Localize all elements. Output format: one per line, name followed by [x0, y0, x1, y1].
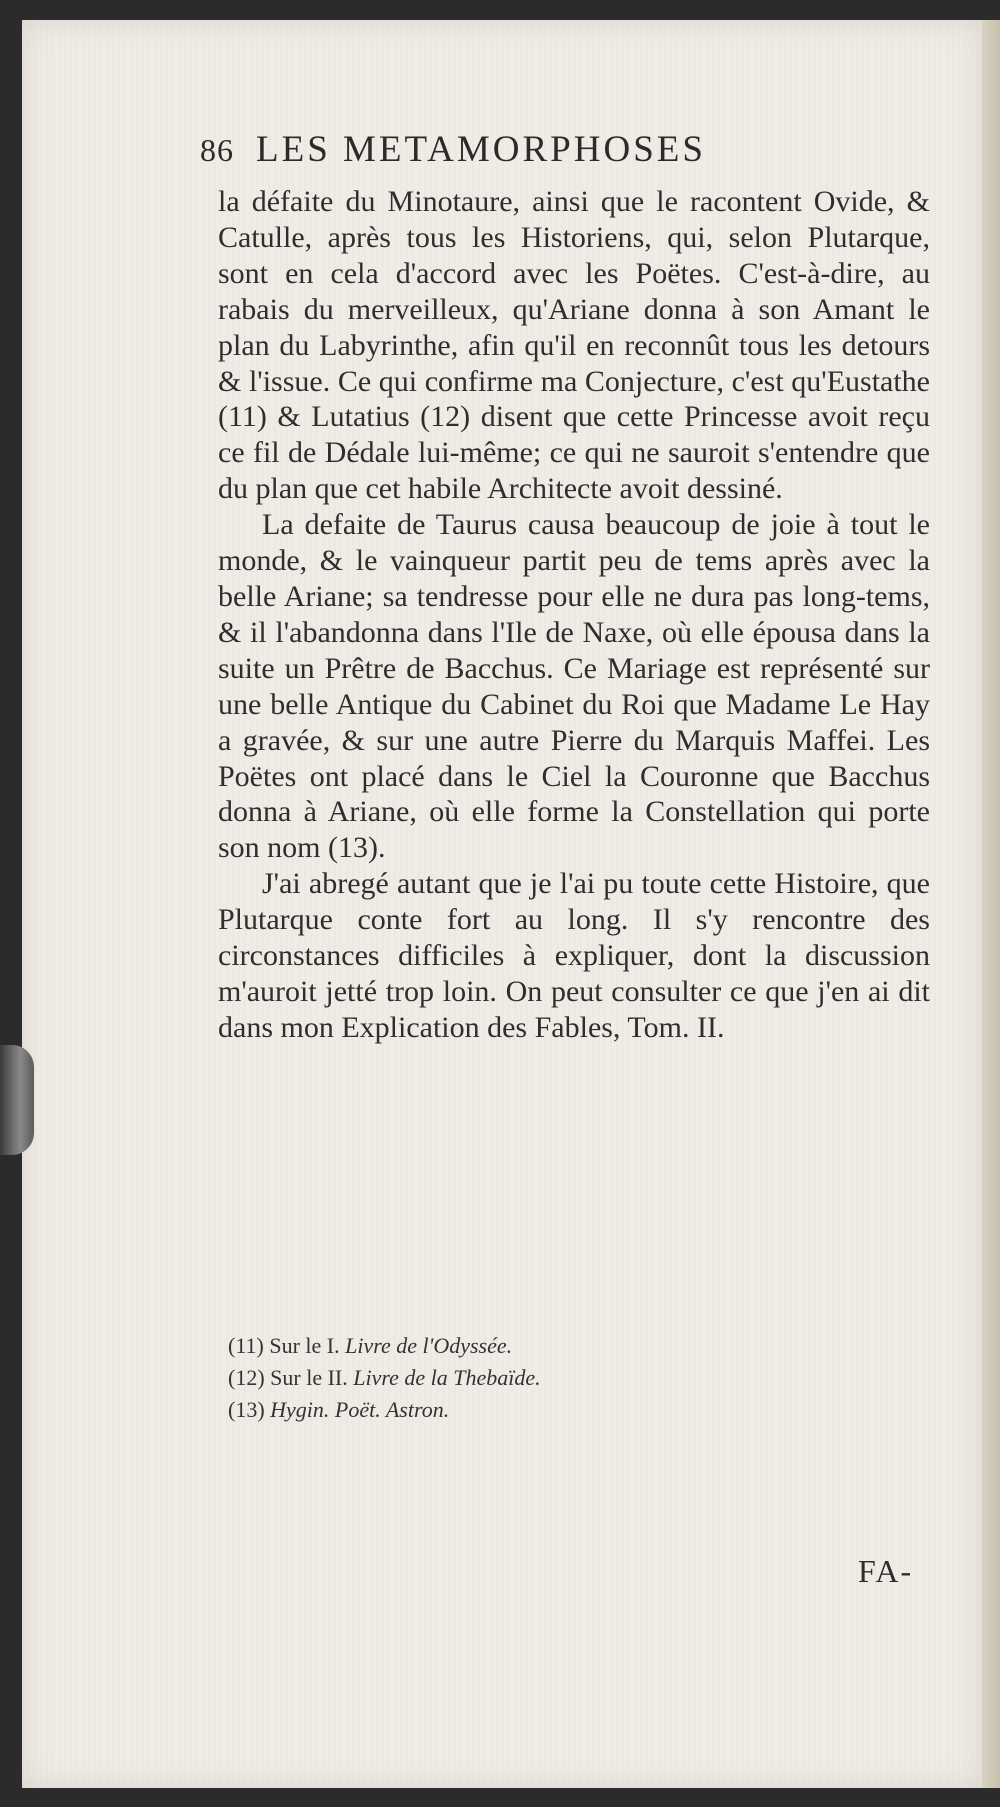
- footnote-text: Sur le II.: [270, 1365, 348, 1390]
- paragraph-3: J'ai abregé autant que je l'ai pu toute cette Histoire, que Plutarque conte fort au long. Il s'y rencontre des circonstances difficiles à expliquer, dont la discussion m'auroit jetté trop loin. On peut consulter ce que j'en ai dit dans mon Explication des Fables, Tom. II.: [218, 867, 930, 1044]
- footnotes: [228, 1330, 848, 1426]
- page-edge: [982, 20, 1000, 1788]
- body-text: [218, 184, 930, 1046]
- footnote-11: [228, 1330, 848, 1362]
- paragraph-1: la défaite du Minotaure, ainsi que le racontent Ovide, & Catulle, après tous les Historiens, qui, selon Plutarque, sont en cela d'accord avec les Poëtes. C'est-à-dire, au rabais du merveilleux, qu'Ariane donna à son Amant le plan du Labyrinthe, afin qu'il en reconnût tous les detours & l'issue. Ce qui confirme ma Conjecture, c'est qu'Eustathe (11) & Lutatius (12) disent que cette Princesse avoit reçu ce fil de Dédale lui-même; ce qui ne sauroit s'entendre que du plan que cet habile Architecte avoit dessiné.: [218, 185, 930, 506]
- binding-clip: [0, 1045, 34, 1155]
- running-title: LES METAMORPHOSES: [256, 129, 706, 170]
- footnote-title: Livre de la Thebaïde.: [353, 1365, 541, 1390]
- footnote-title: Livre de l'Odyssée.: [345, 1333, 513, 1358]
- page-number: 86: [200, 132, 234, 168]
- footnote-mark: (11): [228, 1333, 264, 1358]
- footnote-13: [228, 1394, 848, 1426]
- footnote-12: [228, 1362, 848, 1394]
- footnote-mark: (13): [228, 1397, 265, 1422]
- catchword: FA-: [858, 1553, 914, 1589]
- paragraph-2: La defaite de Taurus causa beaucoup de joie à tout le monde, & le vainqueur partit peu de tems après avec la belle Ariane; sa tendresse pour elle ne dura pas long-tems, & il l'abandonna dans l'Ile de Naxe, où elle épousa dans la suite un Prêtre de Bacchus. Ce Mariage est représenté sur une belle Antique du Cabinet du Roi que Madame Le Hay a gravée, & sur une autre Pierre du Marquis Maffei. Les Poëtes ont placé dans le Ciel la Couronne que Bacchus donna à Ariane, où elle forme la Constellation qui porte son nom (13).: [218, 508, 930, 865]
- running-head: [200, 128, 900, 171]
- footnote-mark: (12): [228, 1365, 265, 1390]
- footnote-text: Sur le I.: [269, 1333, 340, 1358]
- footnote-title: Hygin. Poët. Astron.: [270, 1397, 450, 1422]
